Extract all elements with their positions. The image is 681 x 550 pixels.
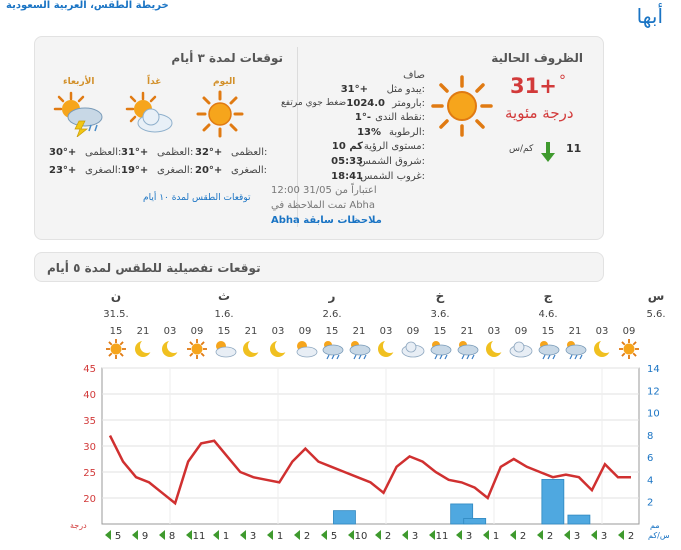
- hour-label: 09: [622, 326, 636, 337]
- hour-label: 15: [325, 326, 339, 337]
- moon-icon: [378, 339, 397, 357]
- wind-speed: 2: [303, 531, 311, 542]
- sun-icon: [619, 339, 639, 359]
- temp-unit-label: درجة مئوية: [505, 104, 574, 122]
- detail-label: غروب الشمس:: [360, 171, 425, 182]
- station-link[interactable]: Abha: [271, 215, 300, 226]
- forecast5-title: توقعات تفصيلية للطقس لمدة ٥ أيام: [47, 261, 261, 275]
- temp-tick-label: 20: [83, 494, 96, 505]
- rain-icon: [323, 341, 343, 359]
- date-label: 31.5.: [103, 309, 129, 320]
- wind-axis-unit: س/كم: [648, 531, 670, 540]
- observation-station: تمت الملاحظة في Abha: [271, 200, 376, 211]
- hour-label: 21: [352, 326, 366, 337]
- partly-cloudy-icon: [297, 341, 317, 357]
- precip-tick-label: 10: [647, 408, 660, 420]
- wind-cell: [429, 530, 448, 542]
- moon-icon: [486, 339, 505, 357]
- temp-tick-label: 25: [83, 468, 96, 479]
- wind-speed: 5: [114, 531, 122, 542]
- hour-label: 03: [163, 326, 177, 337]
- wind-arrow-icon: [159, 530, 165, 540]
- sun-icon: [431, 75, 493, 137]
- forecast5-header-panel: [34, 252, 604, 282]
- wind-cell: [186, 530, 205, 542]
- hour-label: 09: [514, 326, 528, 337]
- wind-cell: [267, 530, 283, 542]
- wind-speed: 11: [566, 142, 582, 155]
- wind-speed: 9: [141, 531, 149, 542]
- hour-label: 21: [136, 326, 150, 337]
- detail-label: نقطة الندى:: [375, 112, 425, 123]
- wind-cell: [564, 530, 580, 542]
- partly-cloudy-icon: [123, 91, 175, 137]
- wind-arrow-icon: [186, 530, 192, 540]
- wednesday-max-label: العظمى:: [85, 147, 122, 158]
- precip-unit: مم: [650, 521, 660, 530]
- hour-label: 03: [487, 326, 501, 337]
- wind-cell: [321, 530, 337, 542]
- hour-label: 21: [244, 326, 258, 337]
- forecast-day-today[interactable]: اليوم: [213, 77, 236, 87]
- sun-icon: [187, 339, 207, 359]
- wind-arrow-icon: [483, 530, 489, 540]
- temp-degree-symbol: °: [559, 73, 566, 89]
- current-temperature: 31+: [510, 74, 557, 98]
- hour-label: 03: [271, 326, 285, 337]
- wind-speed: 2: [384, 531, 392, 542]
- wind-cell: [510, 530, 526, 542]
- moon-icon: [243, 339, 262, 357]
- hour-label: 15: [217, 326, 231, 337]
- today-min-label: الصغرى:: [231, 165, 268, 176]
- hour-label: 09: [190, 326, 204, 337]
- wind-speed: 1: [492, 531, 500, 542]
- detail-label: يبدو مثل:: [386, 84, 425, 95]
- wind-speed: 2: [546, 531, 554, 542]
- forecast-day-wednesday[interactable]: الأربعاء: [63, 77, 95, 87]
- wednesday-min: 23°+: [49, 165, 77, 176]
- day-letter: ث: [217, 289, 231, 303]
- hour-label: 15: [109, 326, 123, 337]
- wind-speed: 3: [465, 531, 473, 542]
- wind-cell: [537, 530, 553, 542]
- date-label: 3.6.: [430, 309, 450, 320]
- tomorrow-max: 31°+: [121, 147, 149, 158]
- wind-speed: 8: [168, 531, 176, 542]
- wind-arrow-icon: [294, 530, 300, 540]
- rain-icon: [350, 341, 370, 359]
- wind-speed: 3: [600, 531, 608, 542]
- detail-value: 1°-: [354, 112, 371, 123]
- hour-label: 21: [568, 326, 582, 337]
- date-label: 2.6.: [322, 309, 342, 320]
- moon-icon: [162, 339, 181, 357]
- wind-arrow-icon: [537, 530, 543, 540]
- precip-tick-label: 12: [647, 386, 660, 398]
- rain-icon: [458, 341, 478, 359]
- wind-cell: [591, 530, 607, 542]
- detail-value: 1024.0: [346, 98, 385, 109]
- precip-tick-label: 6: [647, 453, 654, 465]
- date-label: 4.6.: [538, 309, 558, 320]
- wind-cell: [375, 530, 391, 542]
- sun-icon: [195, 89, 245, 139]
- today-max-label: العظمى:: [231, 147, 268, 158]
- precip-bar: [333, 511, 355, 524]
- hour-label: 21: [460, 326, 474, 337]
- wind-arrow-icon: [375, 530, 381, 540]
- hour-label: 03: [595, 326, 609, 337]
- today-min: 20°+: [195, 165, 223, 176]
- detail-extra: ضغط جوي مرتفع: [281, 98, 347, 108]
- temp-tick-label: 35: [83, 416, 96, 427]
- cloudy-icon: [402, 342, 424, 357]
- today-max: 32°+: [195, 147, 223, 158]
- detail-label: شروق الشمس:: [358, 156, 425, 167]
- wind-arrow-icon: [591, 530, 597, 540]
- previous-observations-label[interactable]: ملاحظات سابقة: [303, 215, 382, 226]
- wind-arrow-icon: [321, 530, 327, 540]
- wind-arrow-icon: [348, 530, 354, 540]
- wind-speed: 3: [249, 531, 257, 542]
- thunderstorm-icon: [53, 91, 105, 137]
- wind-speed: 3: [411, 531, 419, 542]
- condition-text: صاف: [403, 70, 425, 81]
- wind-speed: 1: [222, 531, 230, 542]
- day-letter: ر: [328, 289, 336, 303]
- detail-value: 31°+: [340, 84, 368, 95]
- temp-tick-label: 45: [83, 364, 96, 375]
- forecast-day-tomorrow[interactable]: غداً: [147, 77, 162, 87]
- wind-arrow-icon: [213, 530, 219, 540]
- wind-arrow-icon: [240, 530, 246, 540]
- wind-speed: 11: [435, 531, 449, 542]
- wind-arrow-icon: [429, 530, 435, 540]
- wind-cell: [618, 530, 634, 542]
- day-letter: خ: [435, 289, 445, 303]
- wind-cell: [159, 530, 175, 542]
- tomorrow-max-label: العظمى:: [157, 147, 194, 158]
- wednesday-min-label: الصغرى:: [85, 165, 122, 176]
- wind-arrow-icon: [618, 530, 624, 540]
- hour-label: 15: [541, 326, 555, 337]
- precip-tick-label: 2: [647, 497, 654, 509]
- wind-speed: 3: [573, 531, 581, 542]
- detail-label: الرطوبة:: [389, 127, 425, 138]
- wind-cell: [213, 530, 229, 542]
- current-title: الظروف الحالية: [491, 51, 583, 65]
- detail-label: بارومتر:: [392, 98, 425, 109]
- wind-arrow-icon: [540, 141, 556, 163]
- wind-cell: [240, 530, 256, 542]
- rain-icon: [566, 341, 586, 359]
- date-label: 5.6.: [646, 309, 666, 320]
- wind-cell: [348, 530, 367, 542]
- day-letter: ج: [543, 289, 553, 303]
- wednesday-max: 30°+: [49, 147, 77, 158]
- wind-cell: [402, 530, 418, 542]
- temp-tick-label: 40: [83, 390, 96, 401]
- day-letter: س: [647, 289, 665, 303]
- wind-speed: 11: [192, 531, 206, 542]
- wind-arrow-icon: [510, 530, 516, 540]
- hour-label: 15: [433, 326, 447, 337]
- sun-icon: [106, 339, 126, 359]
- precip-tick-label: 4: [647, 475, 654, 487]
- detail-label: مستوى الرؤية:: [363, 141, 425, 152]
- precip-bar: [464, 518, 486, 524]
- previous-observations-link[interactable]: [271, 215, 382, 226]
- hour-label: 09: [298, 326, 312, 337]
- temp-axis-unit: درجة: [70, 521, 87, 530]
- wind-unit: كم/س: [509, 144, 534, 154]
- forecast3-title: توقعات لمدة ٣ أيام: [171, 51, 283, 65]
- city-title: أبها: [636, 4, 663, 28]
- wind-speed: 2: [627, 531, 635, 542]
- wind-speed: 10: [354, 531, 368, 542]
- day-letter: ن: [110, 289, 122, 303]
- cloudy-icon: [510, 342, 532, 357]
- precip-tick-label: 8: [647, 430, 654, 442]
- tomorrow-min-label: الصغرى:: [157, 165, 194, 176]
- forecast5-chart: [0, 284, 681, 550]
- detail-value: 05:33: [331, 156, 363, 167]
- wind-arrow-icon: [105, 530, 111, 540]
- precip-tick-label: 14: [647, 364, 660, 375]
- hour-label: 03: [379, 326, 393, 337]
- breadcrumb[interactable]: خريطة الطقس، العربية السعودية: [6, 0, 169, 11]
- wind-cell: [294, 530, 310, 542]
- temp-tick-label: 30: [83, 442, 96, 453]
- wind-arrow-icon: [456, 530, 462, 540]
- precip-bar: [568, 515, 590, 524]
- moon-icon: [594, 339, 613, 357]
- detail-value: 10 كم: [331, 141, 363, 152]
- wind-speed: 1: [276, 531, 284, 542]
- tomorrow-min: 19°+: [121, 165, 149, 176]
- detail-value: 13%: [357, 127, 381, 138]
- precip-bar: [542, 479, 564, 524]
- wind-cell: [132, 530, 148, 542]
- rain-icon: [539, 341, 559, 359]
- rain-icon: [431, 341, 451, 359]
- wind-arrow-icon: [564, 530, 570, 540]
- hour-label: 09: [406, 326, 420, 337]
- date-label: 1.6.: [214, 309, 234, 320]
- moon-icon: [135, 339, 154, 357]
- detail-value: 18:41: [331, 171, 363, 182]
- wind-cell: [456, 530, 472, 542]
- wind-arrow-icon: [132, 530, 138, 540]
- wind-arrow-icon: [267, 530, 273, 540]
- wind-cell: [105, 530, 121, 542]
- wind-speed: 2: [519, 531, 527, 542]
- partly-cloudy-icon: [216, 341, 236, 357]
- weather-summary-panel: [34, 36, 604, 240]
- observation-time: اعتباراً من 31/05 12:00: [271, 185, 377, 196]
- ten-day-forecast-link[interactable]: توقعات الطقس لمدة ١٠ أيام: [143, 193, 251, 203]
- moon-icon: [270, 339, 289, 357]
- wind-arrow-icon: [402, 530, 408, 540]
- wind-speed: 5: [330, 531, 338, 542]
- wind-cell: [483, 530, 499, 542]
